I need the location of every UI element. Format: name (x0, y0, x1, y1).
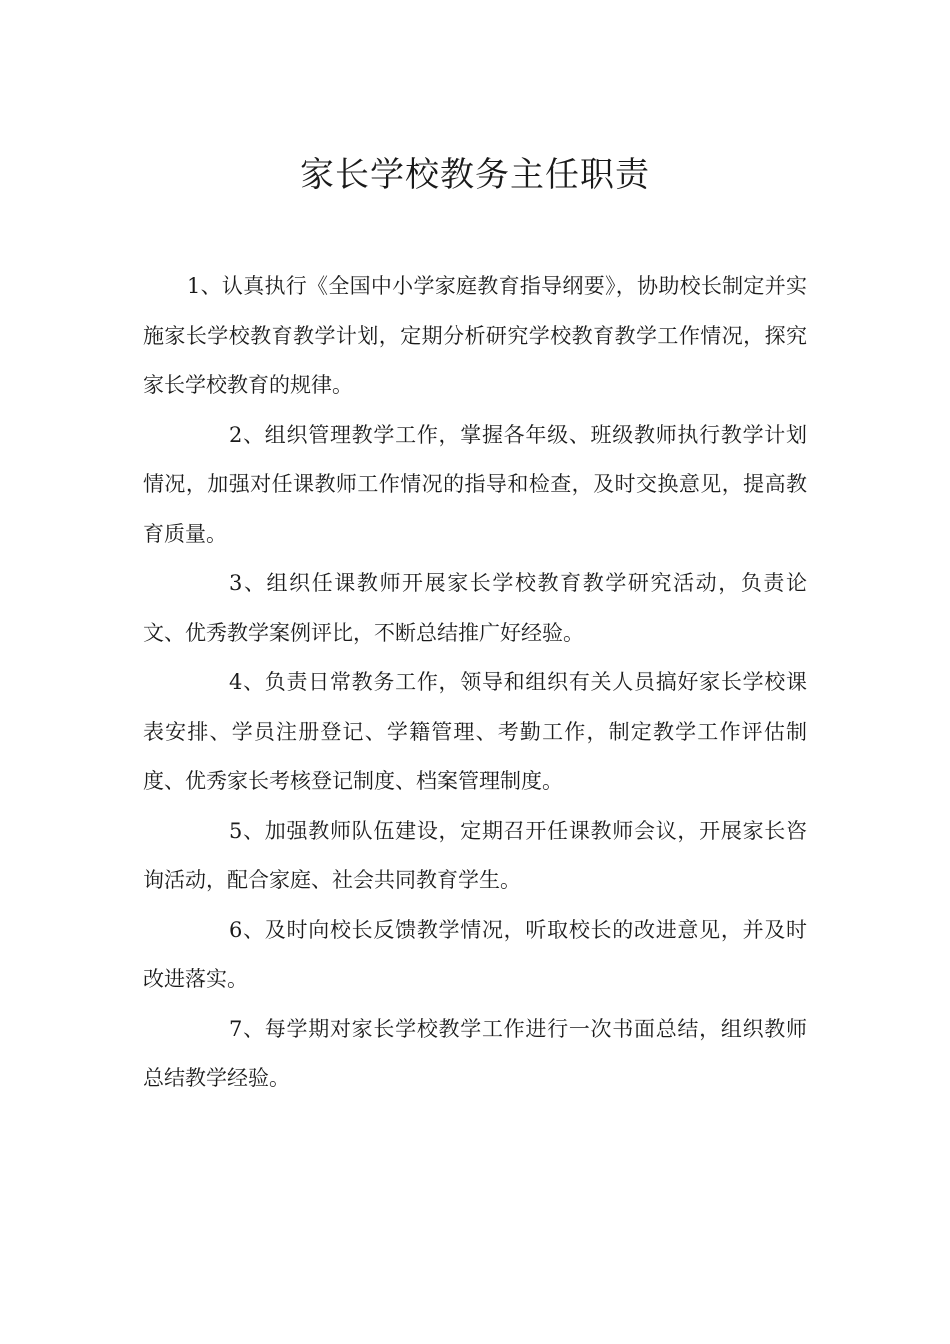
paragraph-1: 1、认真执行《全国中小学家庭教育指导纲要》，协助校长制定并实施家长学校教育教学计划，定期分析研究学校教育教学工作情况，探究家长学校教育的规律。 (143, 274, 807, 397)
paragraph-2: 2、组织管理教学工作，掌握各年级、班级教师执行教学计划情况，加强对任课教师工作情况的指导和检查，及时交换意见，提高教育质量。 (143, 422, 807, 546)
page-title: 家长学校教务主任职责 (300, 155, 650, 195)
document-body (143, 262, 807, 1104)
paragraph-5: 5、加强教师队伍建设，定期召开任课教师会议，开展家长咨询活动，配合家庭、社会共同教育学生。 (143, 818, 807, 892)
paragraph-6: 6、及时向校长反馈教学情况，听取校长的改进意见，并及时改进落实。 (143, 917, 807, 991)
paragraph-3: 3、组织任课教师开展家长学校教育教学研究活动，负责论文、优秀教学案例评比，不断总结推广好经验。 (143, 571, 807, 645)
paragraph-7: 7、每学期对家长学校教学工作进行一次书面总结，组织教师总结教学经验。 (143, 1016, 807, 1090)
paragraph-4: 4、负责日常教务工作，领导和组织有关人员搞好家长学校课表安排、学员注册登记、学籍管理、考勤工作，制定教学工作评估制度、优秀家长考核登记制度、档案管理制度。 (143, 670, 807, 793)
